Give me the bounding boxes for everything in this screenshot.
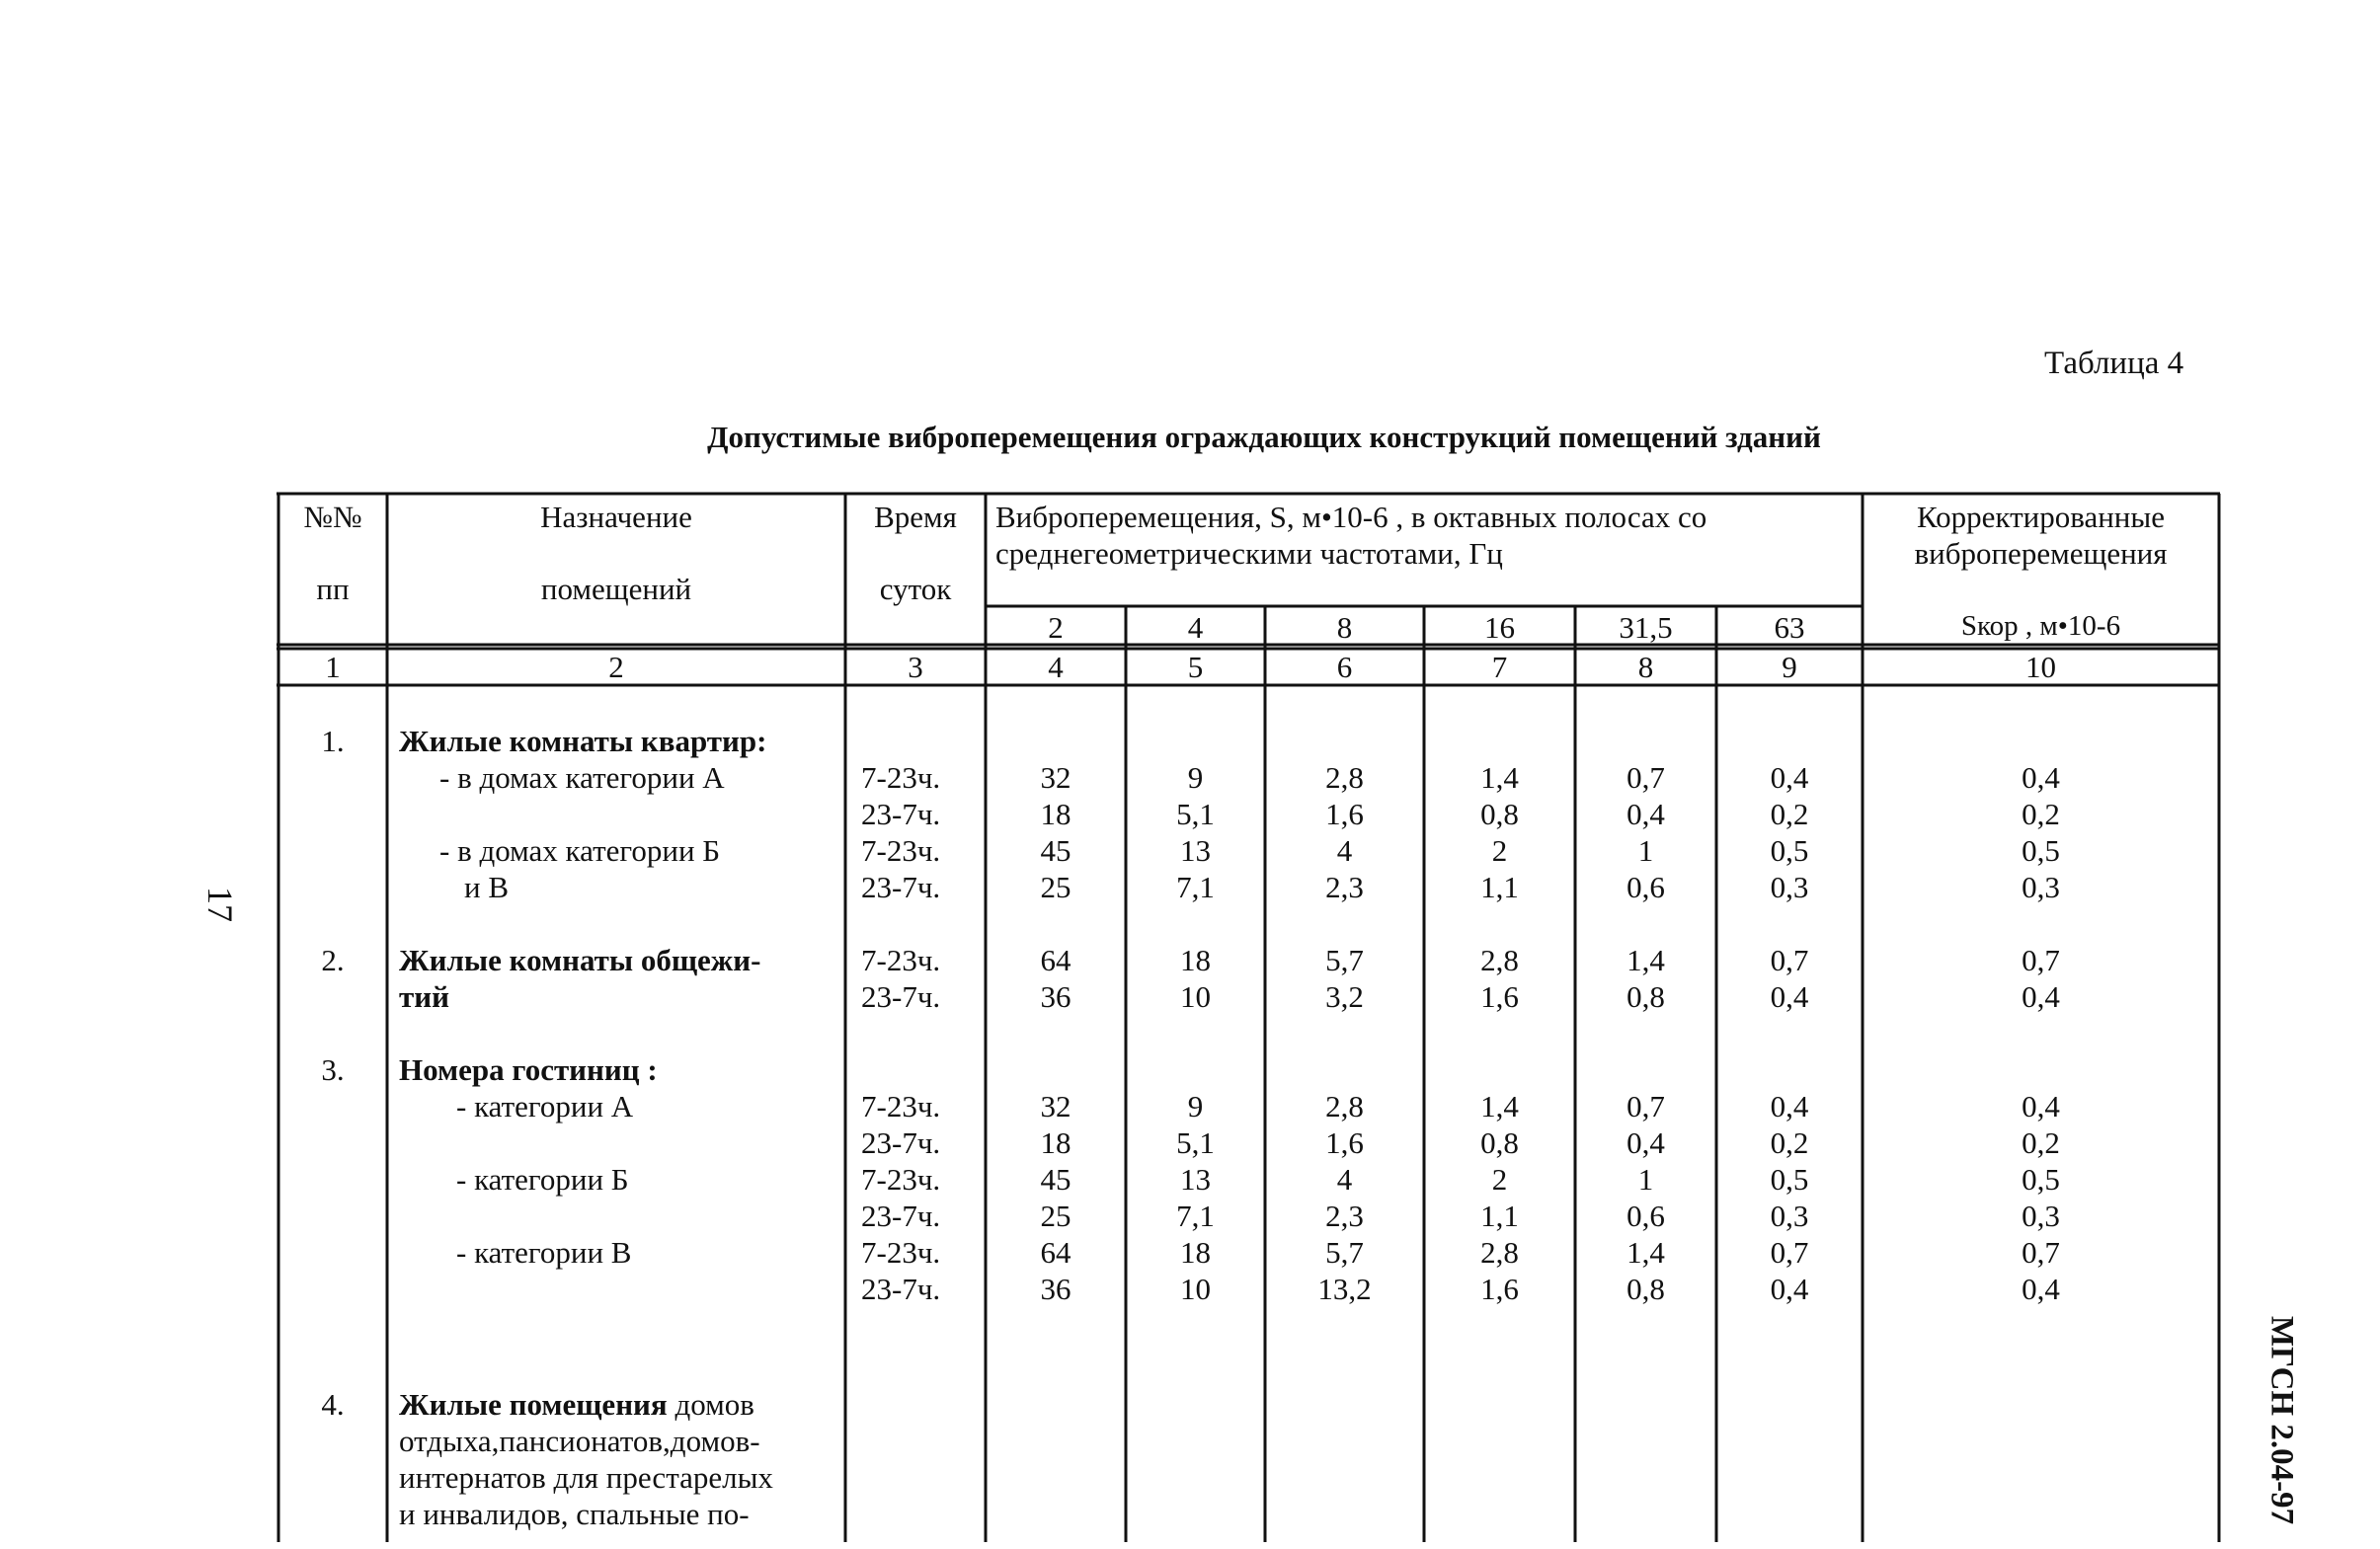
displacement-value: 0,6: [1626, 870, 1665, 904]
displacement-value: 3,2: [1325, 979, 1364, 1014]
displacement-value: 1: [1637, 833, 1654, 868]
displacement-value: 1,4: [1480, 760, 1519, 795]
displacement-value: 0,7: [1770, 943, 1809, 977]
displacement-value: 0,6: [1626, 1199, 1665, 1233]
header-purpose-top: Назначение: [540, 500, 692, 534]
corrected-value: 0,2: [2022, 1125, 2060, 1160]
displacement-value: 13: [1180, 1162, 1211, 1197]
displacement-value: 0,2: [1770, 1125, 1809, 1160]
frequency-label: 4: [1187, 610, 1204, 645]
displacement-value: 2: [1491, 1162, 1508, 1197]
displacement-value: 64: [1040, 943, 1071, 977]
room-purpose: тий: [399, 979, 449, 1014]
displacement-value: 0,5: [1770, 1162, 1809, 1197]
displacement-value: 0,3: [1770, 870, 1809, 904]
corrected-value: 0,2: [2022, 797, 2060, 831]
room-purpose: - в домах категории Б: [439, 833, 721, 868]
column-number: 8: [1637, 650, 1654, 684]
displacement-value: 1,6: [1480, 979, 1519, 1014]
row4-name-line2: отдыха,пансионатов,домов-: [399, 1424, 760, 1458]
displacement-value: 32: [1040, 1089, 1071, 1123]
displacement-value: 2,8: [1325, 1089, 1364, 1123]
corrected-value: 0,4: [2022, 1089, 2060, 1123]
displacement-value: 1: [1637, 1162, 1654, 1197]
frequency-label: 16: [1484, 610, 1515, 645]
room-purpose: - категории В: [456, 1235, 632, 1270]
displacement-value: 4: [1336, 833, 1353, 868]
corrected-value: 0,4: [2022, 979, 2060, 1014]
row-number: 4.: [321, 1387, 345, 1422]
room-purpose: Жилые комнаты общежи-: [399, 943, 761, 977]
header-number-top: №№: [303, 500, 362, 534]
frequency-label: 8: [1336, 610, 1353, 645]
room-purpose: - категории Б: [456, 1162, 629, 1197]
room-purpose: и В: [464, 870, 510, 904]
column-number: 2: [608, 650, 624, 684]
displacement-value: 9: [1187, 1089, 1204, 1123]
displacement-value: 4: [1336, 1162, 1353, 1197]
room-purpose: Номера гостиниц :: [399, 1052, 658, 1087]
corrected-value: 0,3: [2022, 1199, 2060, 1233]
time-of-day: 23-7ч.: [861, 1272, 941, 1306]
frequency-label: 2: [1048, 610, 1064, 645]
frequency-label: 63: [1774, 610, 1805, 645]
displacement-value: 0,2: [1770, 797, 1809, 831]
corrected-value: 0,5: [2022, 833, 2060, 868]
displacement-value: 18: [1040, 1125, 1071, 1160]
column-number: 7: [1491, 650, 1508, 684]
displacement-value: 0,8: [1480, 1125, 1519, 1160]
displacement-value: 5,7: [1325, 943, 1364, 977]
displacement-value: 1,1: [1480, 870, 1519, 904]
header-number-bottom: пп: [316, 572, 350, 606]
displacement-value: 45: [1040, 833, 1071, 868]
displacement-value: 0,8: [1480, 797, 1519, 831]
header-corrected-line1: Корректированные: [1917, 500, 2165, 534]
header-corrected-unit: Sкор , м•10-6: [1960, 610, 2121, 642]
displacement-value: 9: [1187, 760, 1204, 795]
displacement-value: 2,8: [1480, 943, 1519, 977]
time-of-day: 7-23ч.: [861, 1089, 941, 1123]
time-of-day: 23-7ч.: [861, 870, 941, 904]
displacement-value: 1,1: [1480, 1199, 1519, 1233]
column-number: 4: [1048, 650, 1064, 684]
displacement-value: 0,4: [1770, 760, 1809, 795]
row4-name-line4: и инвалидов, спальные по-: [399, 1497, 750, 1531]
displacement-value: 2,8: [1480, 1235, 1519, 1270]
time-of-day: 7-23ч.: [861, 833, 941, 868]
displacement-value: 0,4: [1770, 1089, 1809, 1123]
displacement-value: 7,1: [1176, 1199, 1215, 1233]
displacement-value: 0,4: [1626, 1125, 1665, 1160]
time-of-day: 23-7ч.: [861, 979, 941, 1014]
corrected-value: 0,5: [2022, 1162, 2060, 1197]
corrected-value: 0,3: [2022, 870, 2060, 904]
frequency-label: 31,5: [1619, 610, 1673, 645]
displacement-value: 7,1: [1176, 870, 1215, 904]
time-of-day: 23-7ч.: [861, 1125, 941, 1160]
column-number: 10: [2025, 650, 2056, 684]
displacement-value: 0,7: [1626, 1089, 1665, 1123]
column-number: 9: [1782, 650, 1797, 684]
displacement-value: 5,7: [1325, 1235, 1364, 1270]
displacement-value: 18: [1040, 797, 1071, 831]
displacement-value: 25: [1040, 1199, 1071, 1233]
row-number: 2.: [321, 943, 345, 977]
row4-name-bold: Жилые помещения: [399, 1387, 668, 1422]
row4-name-line3: интернатов для престарелых: [399, 1460, 773, 1495]
time-of-day: 7-23ч.: [861, 1162, 941, 1197]
corrected-value: 0,4: [2022, 1272, 2060, 1306]
header-group-line1: Виброперемещения, S, м•10-6 , в октавных полосах со: [995, 500, 1707, 534]
room-purpose: Жилые комнаты квартир:: [399, 724, 767, 758]
displacement-value: 0,5: [1770, 833, 1809, 868]
room-purpose: - в домах категории А: [439, 760, 725, 795]
room-purpose: - категории А: [456, 1089, 634, 1123]
displacement-value: 36: [1040, 979, 1071, 1014]
displacement-value: 1,4: [1480, 1089, 1519, 1123]
displacement-value: 5,1: [1176, 797, 1215, 831]
displacement-value: 13: [1180, 833, 1211, 868]
header-group-line2: среднегеометрическими частотами, Гц: [995, 536, 1503, 571]
column-number: 5: [1187, 650, 1204, 684]
displacement-value: 0,7: [1626, 760, 1665, 795]
displacement-value: 0,3: [1770, 1199, 1809, 1233]
header-time-bottom: суток: [879, 572, 952, 606]
displacement-value: 0,4: [1626, 797, 1665, 831]
displacement-value: 18: [1180, 1235, 1211, 1270]
displacement-value: 2: [1491, 833, 1508, 868]
row-number: 1.: [321, 724, 345, 758]
row4-name-rest: домов: [667, 1387, 754, 1422]
header-corrected-line2: виброперемещения: [1914, 536, 2168, 571]
displacement-value: 10: [1180, 1272, 1211, 1306]
displacement-value: 25: [1040, 870, 1071, 904]
displacement-value: 64: [1040, 1235, 1071, 1270]
displacement-value: 0,4: [1770, 979, 1809, 1014]
row4-name-line1: [399, 1387, 754, 1423]
displacement-value: 5,1: [1176, 1125, 1215, 1160]
corrected-value: 0,7: [2022, 1235, 2060, 1270]
displacement-value: 36: [1040, 1272, 1071, 1306]
displacement-value: 1,4: [1626, 1235, 1665, 1270]
displacement-value: 13,2: [1317, 1272, 1372, 1306]
displacement-value: 10: [1180, 979, 1211, 1014]
time-of-day: 23-7ч.: [861, 1199, 941, 1233]
page-number: 17: [200, 887, 240, 922]
displacement-value: 45: [1040, 1162, 1071, 1197]
time-of-day: 7-23ч.: [861, 760, 941, 795]
displacement-value: 0,8: [1626, 979, 1665, 1014]
document-code: МГСН 2.04-97: [2263, 1315, 2300, 1525]
displacement-value: 1,6: [1480, 1272, 1519, 1306]
displacement-value: 0,7: [1770, 1235, 1809, 1270]
row-number: 3.: [321, 1052, 345, 1087]
corrected-value: 0,4: [2022, 760, 2060, 795]
corrected-value: 0,7: [2022, 943, 2060, 977]
column-number: 1: [325, 650, 341, 684]
page-title: Допустимые виброперемещения ограждающих конструкций помещений зданий: [707, 420, 1821, 454]
displacement-value: 1,6: [1325, 797, 1364, 831]
column-number: 6: [1336, 650, 1353, 684]
displacement-value: 18: [1180, 943, 1211, 977]
time-of-day: 23-7ч.: [861, 797, 941, 831]
displacement-value: 2,3: [1325, 870, 1364, 904]
column-number: 3: [908, 650, 923, 684]
displacement-value: 0,4: [1770, 1272, 1809, 1306]
header-time-top: Время: [874, 500, 957, 534]
displacement-value: 2,3: [1325, 1199, 1364, 1233]
displacement-value: 1,4: [1626, 943, 1665, 977]
displacement-value: 0,8: [1626, 1272, 1665, 1306]
header-purpose-bottom: помещений: [540, 572, 692, 606]
time-of-day: 7-23ч.: [861, 943, 941, 977]
time-of-day: 7-23ч.: [861, 1235, 941, 1270]
displacement-value: 32: [1040, 760, 1071, 795]
table-label: Таблица 4: [2044, 346, 2184, 381]
displacement-value: 1,6: [1325, 1125, 1364, 1160]
displacement-value: 2,8: [1325, 760, 1364, 795]
